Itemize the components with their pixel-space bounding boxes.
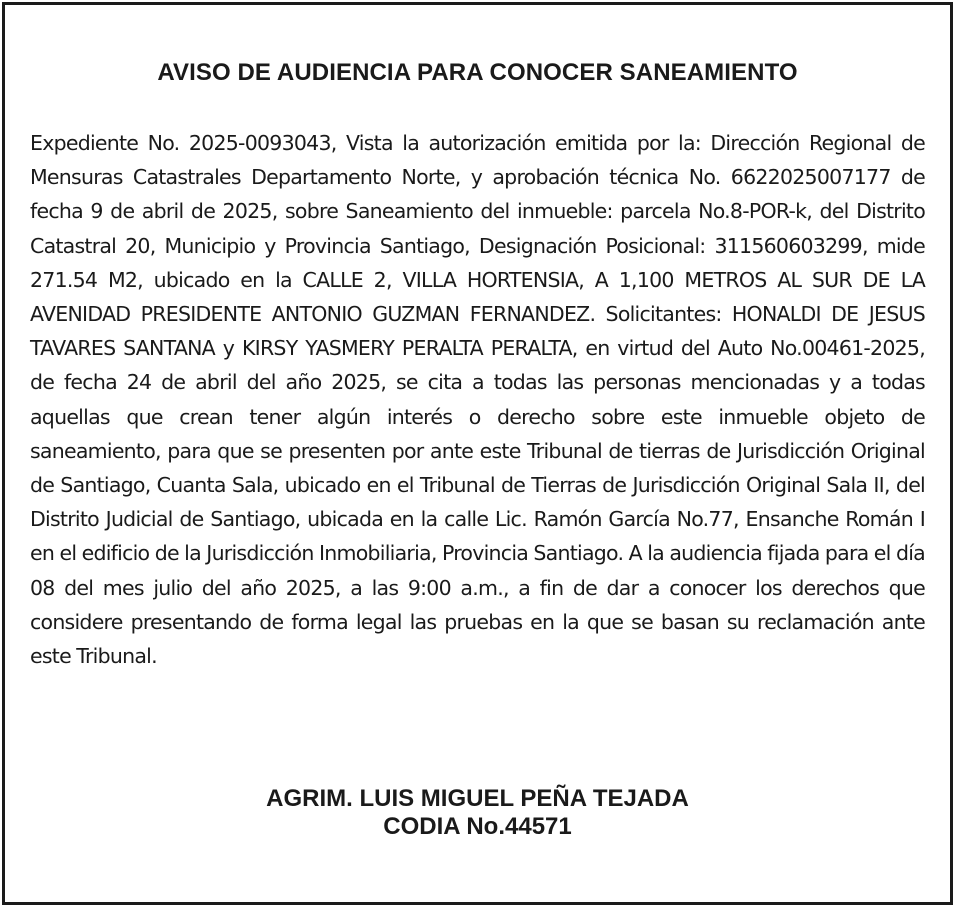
legal-notice [2, 2, 953, 905]
notice-body: Expediente No. 2025-0093043, Vista la autorización emitida por la: Dirección Regional de Mensuras Catastrales Departamento Norte, y aprobación técnica No. 6622025007177 de fecha 9 de abril de 2025, sobre Saneamiento del inmueble: parcela No.8-POR-k, del Distrito Catastral 20, Municipio y Provincia Santiago, Designación Posicional: 311560603299, mide 271.54 M2, ubicado en la CALLE 2, VILLA HORTENSIA, A 1,100 METROS AL SUR DE LA AVENIDAD PRESIDENTE ANTONIO GUZMAN FERNANDEZ. Solicitantes: HONALDI DE JESUS TAVARES SANTANA y KIRSY YASMERY PERALTA PERALTA, en virtud del Auto No.00461-2025, de fecha 24 de abril del año 2025, se cita a todas las personas mencionadas y a todas aquellas que crean tener algún interés o derecho sobre este inmueble objeto de saneamiento, para que se presenten por ante este Tribunal de tierras de Jurisdicción Original de Santiago, Cuanta Sala, ubicado en el Tribunal de Tierras de Jurisdicción Original Sala II, del Distrito Judicial de Santiago, ubicada en la calle Lic. Ramón García No.77, Ensanche Román I en el edificio de la Jurisdicción Inmobiliaria, Provincia Santiago. A la audiencia fijada para el día 08 del mes julio del año 2025, a las 9:00 a.m., a fin de dar a conocer los derechos que considere presentando de forma legal las pruebas en la que se basan su reclamación ante este Tribunal. [30, 131, 925, 669]
signature-block [5, 785, 950, 841]
signatory-name: AGRIM. LUIS MIGUEL PEÑA TEJADA [266, 785, 689, 812]
codia-number: CODIA No.44571 [383, 813, 572, 840]
notice-title: AVISO DE AUDIENCIA PARA CONOCER SANEAMIENTO [157, 59, 798, 86]
